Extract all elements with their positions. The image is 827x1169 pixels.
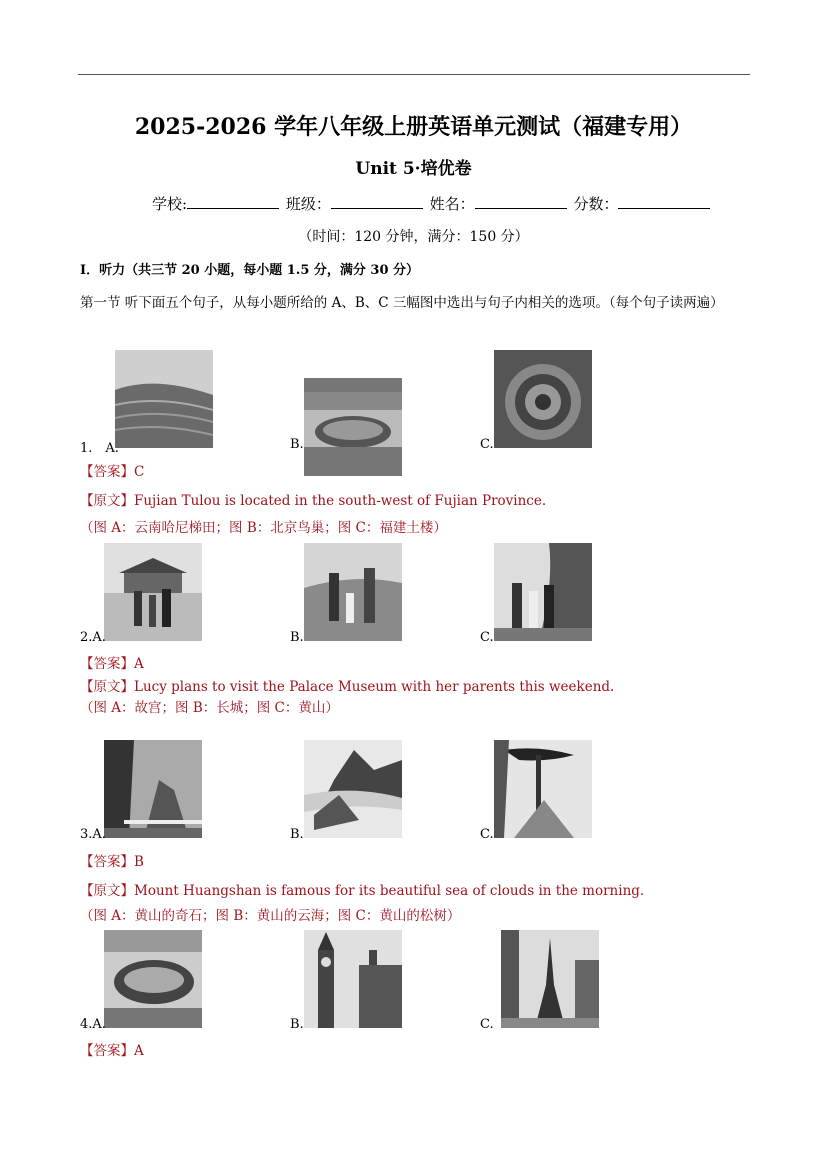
- page-title: 2025-2026 学年八年级上册英语单元测试（福建专用）: [134, 114, 693, 140]
- photo-palace-museum-family: [104, 543, 202, 641]
- q4-label-a: 4.A.: [80, 1017, 106, 1032]
- photo-birds-nest-aerial: [104, 930, 202, 1028]
- section-instruction: 第一节 听下面五个句子，从每小题所给的 A、B、C 三幅图中选出与句子内相关的选项。（每个句子读两遍）: [80, 295, 724, 311]
- q2-label-a: 2.A.: [80, 630, 106, 645]
- q1-script: 【原文】Fujian Tulou is located in the south-west of Fujian Province.: [80, 493, 547, 509]
- q3-label-a: 3.A.: [80, 827, 106, 842]
- name-label: 姓名：: [429, 195, 475, 213]
- photo-huangshan-pine: [494, 740, 592, 838]
- q1-label-c: C.: [480, 437, 494, 452]
- q4-label-c: C.: [480, 1017, 494, 1032]
- school-label: 学校:: [152, 195, 188, 213]
- header-rule: [78, 74, 750, 75]
- photo-rice-terraces: [115, 350, 213, 448]
- q2-label-c: C.: [480, 630, 494, 645]
- q2-note: （图 A：故宫；图 B：长城；图 C：黄山）: [80, 700, 339, 716]
- q1-note: （图 A：云南哈尼梯田；图 B：北京鸟巢；图 C：福建土楼）: [80, 520, 447, 536]
- photo-huangshan-family: [494, 543, 592, 641]
- photo-birds-nest-stadium: [304, 378, 402, 476]
- q4-label-b: B.: [290, 1017, 304, 1032]
- q3-script: 【原文】Mount Huangshan is famous for its beautiful sea of clouds in the morning.: [80, 883, 645, 899]
- student-info-fields: [152, 193, 712, 214]
- time-note: （时间：120 分钟，满分：150 分）: [298, 229, 529, 245]
- q3-label-b: B.: [290, 827, 304, 842]
- class-label: 班级：: [285, 195, 331, 213]
- q3-note: （图 A：黄山的奇石；图 B：黄山的云海；图 C：黄山的松树）: [80, 908, 461, 924]
- q3-label-c: C.: [480, 827, 494, 842]
- photo-big-ben: [304, 930, 402, 1028]
- q1-label-a: 1. A.: [80, 441, 119, 456]
- name-blank[interactable]: [475, 194, 567, 209]
- photo-huangshan-clouds: [304, 740, 402, 838]
- photo-great-wall-family: [304, 543, 402, 641]
- q2-answer: 【答案】A: [80, 656, 144, 672]
- school-blank[interactable]: [187, 194, 279, 209]
- photo-fujian-tulou: [494, 350, 592, 448]
- q3-answer: 【答案】B: [80, 854, 144, 870]
- photo-eiffel-tower: [501, 930, 599, 1028]
- photo-huangshan-rocks: [104, 740, 202, 838]
- section-heading: I．听力（共三节 20 小题，每小题 1.5 分，满分 30 分）: [80, 263, 420, 278]
- score-label: 分数：: [573, 195, 619, 213]
- q1-label-b: B.: [290, 437, 304, 452]
- page-subtitle: Unit 5·培优卷: [355, 159, 472, 179]
- q2-script: 【原文】Lucy plans to visit the Palace Museum with her parents this weekend.: [80, 679, 615, 695]
- q1-answer: 【答案】C: [80, 464, 145, 480]
- score-blank[interactable]: [618, 194, 710, 209]
- q4-answer: 【答案】A: [80, 1043, 144, 1059]
- q2-label-b: B.: [290, 630, 304, 645]
- class-blank[interactable]: [331, 194, 423, 209]
